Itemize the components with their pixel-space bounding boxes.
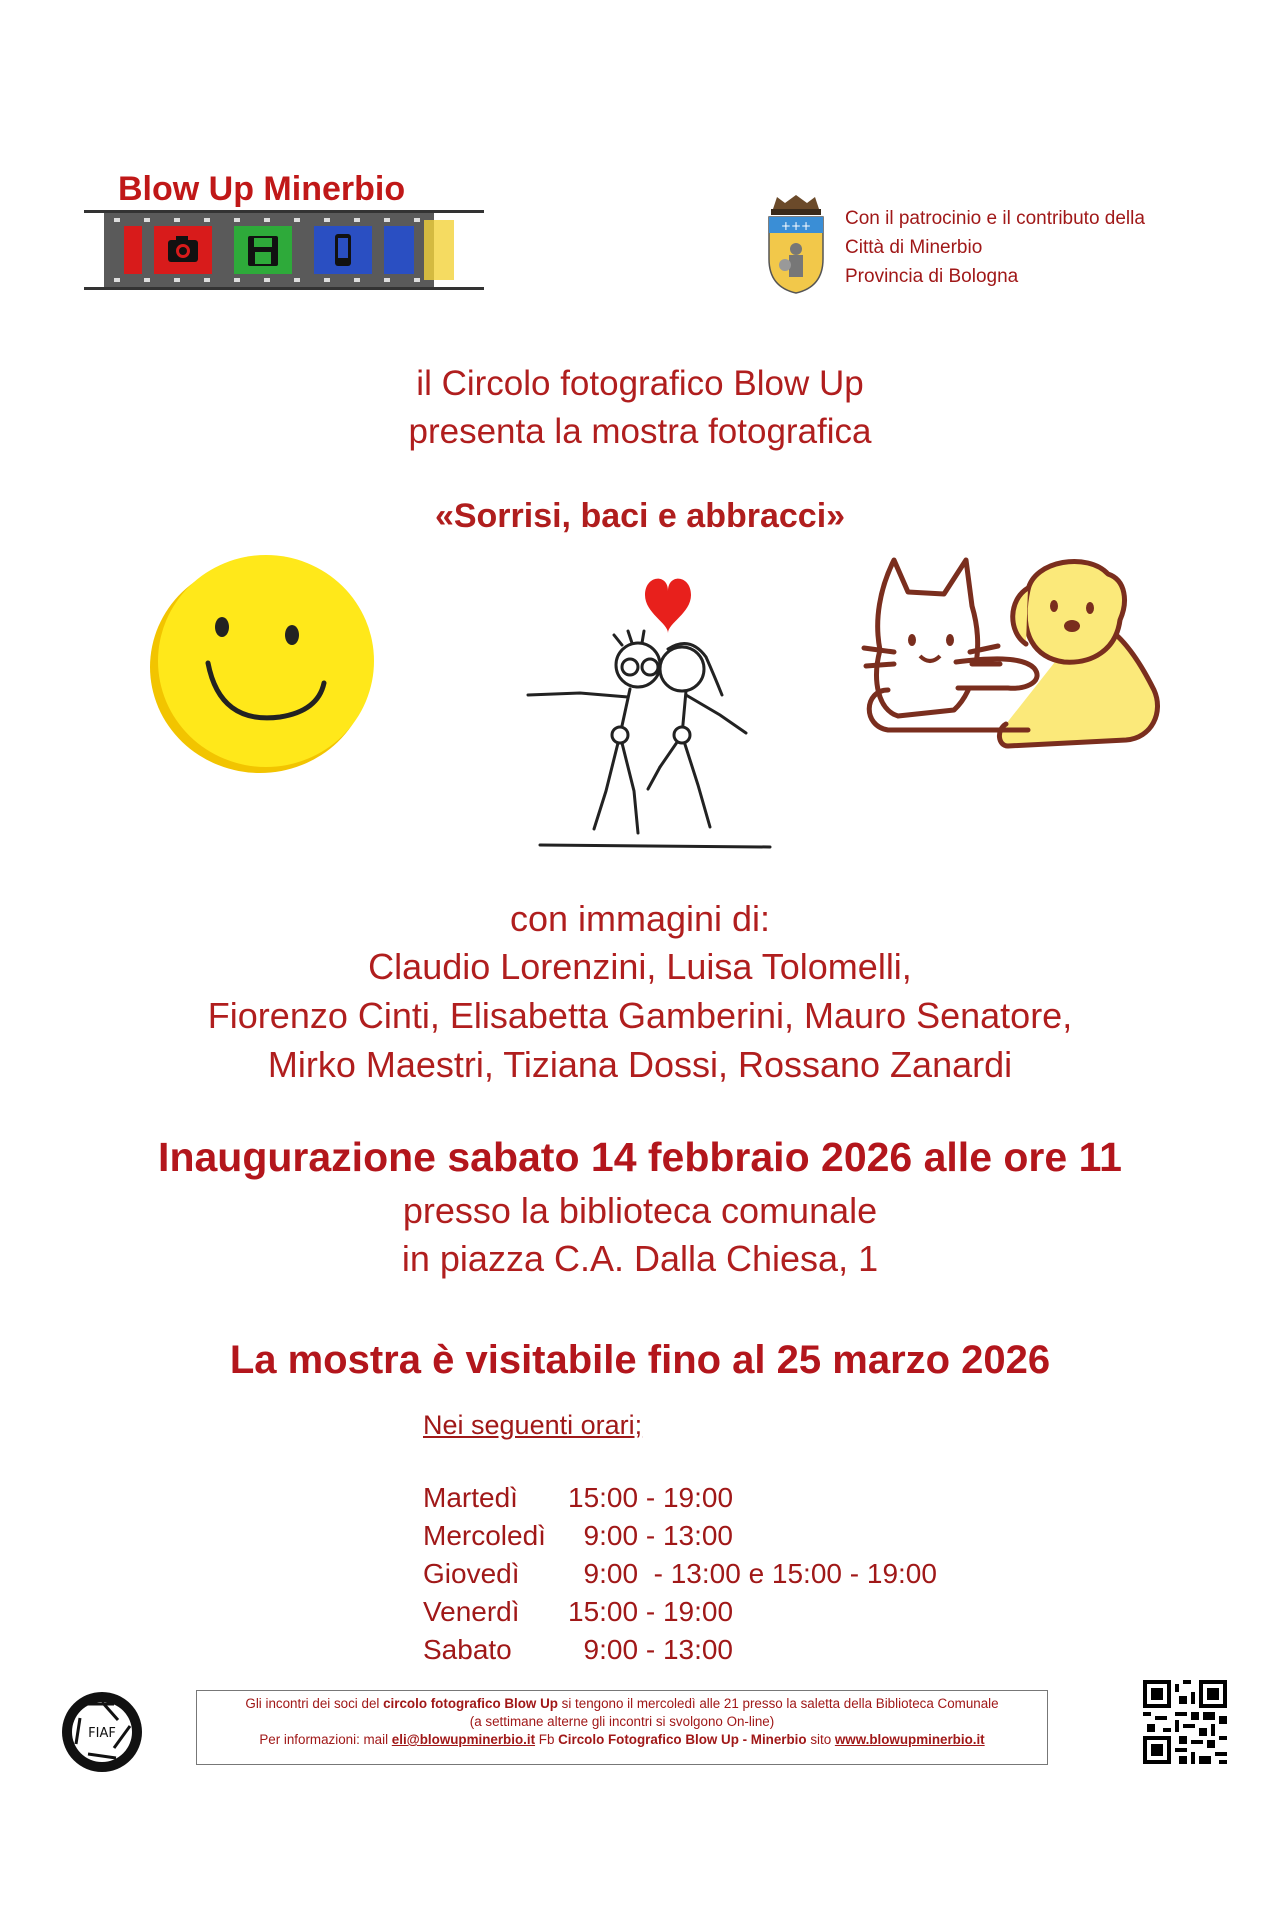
smiley-face-icon <box>140 545 390 785</box>
patronage-line-2: Città di Minerbio <box>845 237 983 258</box>
hours-day: Martedì <box>423 1482 518 1513</box>
footer-line-1 <box>197 1695 1047 1713</box>
club-name: circolo fotografico Blow Up <box>383 1696 558 1711</box>
hours-time: 9:00 - 13:00 e 15:00 - 19:00 <box>568 1558 937 1589</box>
hours-row <box>423 1558 937 1590</box>
fiaf-logo-icon <box>60 1690 144 1774</box>
intro-line-2: presenta la mostra fotografica <box>408 412 872 451</box>
city-crest-icon <box>765 195 827 295</box>
facebook-page: Circolo Fotografico Blow Up - Minerbio <box>558 1732 807 1747</box>
footer-text: Fb <box>535 1732 559 1747</box>
venue-line-2: in piazza C.A. Dalla Chiesa, 1 <box>401 1238 879 1279</box>
hours-time: 9:00 - 13:00 <box>568 1520 734 1551</box>
hours-day: Giovedì <box>423 1558 520 1589</box>
patronage-line-1: Con il patrocinio e il contributo della <box>845 208 1145 229</box>
patronage-line-3: Provincia di Bologna <box>845 266 1019 287</box>
cat-dog-hug-icon <box>858 540 1178 760</box>
email-link[interactable]: eli@blowupminerbio.it <box>391 1732 536 1747</box>
hours-row <box>423 1634 733 1666</box>
inauguration-date: Inaugurazione sabato 14 febbraio 2026 alle ore 11 <box>158 1134 1122 1180</box>
hours-day: Venerdì <box>423 1596 520 1627</box>
fiaf-label: FIAF <box>88 1726 116 1741</box>
footer-text: Gli incontri dei soci del <box>245 1696 384 1711</box>
filmstrip-logo <box>84 210 484 290</box>
hours-time: 9:00 - 13:00 <box>568 1634 734 1665</box>
footer-line-2: (a settimane alterne gli incontri si svolgono On-line) <box>469 1714 775 1729</box>
venue-line-1: presso la biblioteca comunale <box>402 1190 878 1231</box>
intro-line-1: il Circolo fotografico Blow Up <box>416 364 864 403</box>
hours-row <box>423 1482 733 1514</box>
svg-text:+++: +++ <box>780 219 812 233</box>
footer-line-3 <box>197 1731 1047 1749</box>
footer-info-box <box>196 1690 1048 1765</box>
website-link[interactable]: www.blowupminerbio.it <box>834 1732 985 1747</box>
footer-text: si tengono il mercoledì alle 21 presso la saletta della Biblioteca Comunale <box>557 1696 999 1711</box>
footer-text: sito <box>806 1732 835 1747</box>
hours-row <box>423 1520 733 1552</box>
footer-text: Per informazioni: mail <box>259 1732 392 1747</box>
hours-row <box>423 1596 733 1628</box>
qr-code-icon <box>1143 1680 1227 1764</box>
exhibit-title: «Sorrisi, baci e abbracci» <box>434 497 846 535</box>
kissing-couple-icon <box>510 565 790 855</box>
photographers-heading: con immagini di: <box>509 898 771 939</box>
hours-heading: Nei seguenti orari; <box>423 1410 643 1440</box>
visit-until: La mostra è visitabile fino al 25 marzo 2026 <box>229 1338 1051 1382</box>
hours-time: 15:00 - 19:00 <box>568 1596 734 1627</box>
photographers-line-1: Claudio Lorenzini, Luisa Tolomelli, <box>368 946 912 987</box>
hours-day: Sabato <box>423 1634 512 1665</box>
photographers-line-3: Mirko Maestri, Tiziana Dossi, Rossano Zanardi <box>267 1044 1013 1085</box>
photographers-line-2: Fiorenzo Cinti, Elisabetta Gamberini, Mauro Senatore, <box>207 995 1073 1036</box>
hours-day: Mercoledì <box>423 1520 546 1551</box>
logo-title: Blow Up Minerbio <box>118 170 406 208</box>
hours-time: 15:00 - 19:00 <box>568 1482 734 1513</box>
